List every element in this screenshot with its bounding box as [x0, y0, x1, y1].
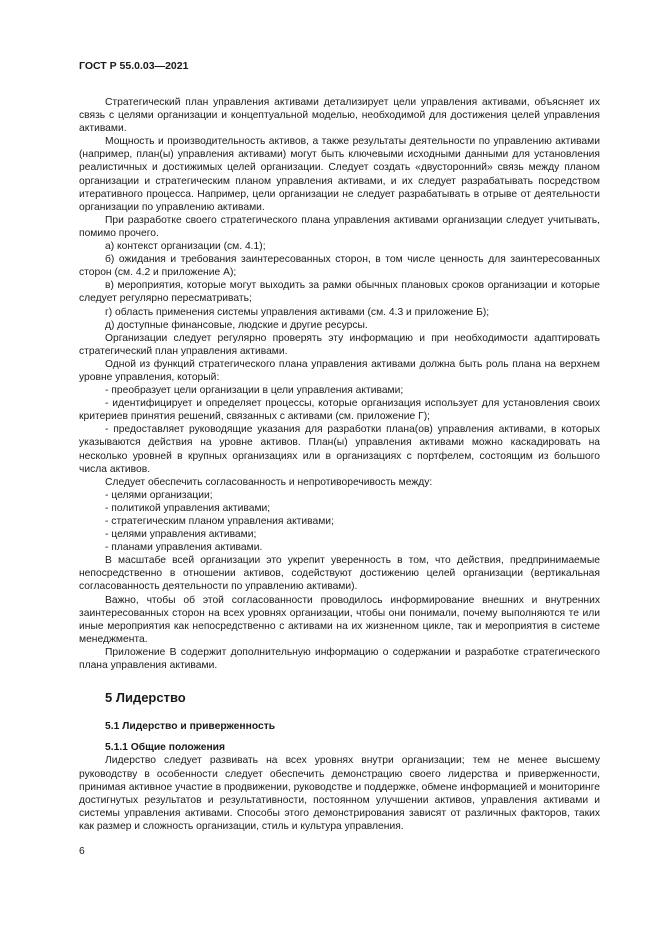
- paragraph: Одной из функций стратегического плана управления активами должна быть роль плана на верхнем уровне управления, который:: [79, 358, 600, 383]
- paragraph: Следует обеспечить согласованность и непротиворечивость между:: [105, 476, 433, 488]
- paragraph: Важно, чтобы об этой согласованности проводилось информирование внешних и внутренних заинтересованных сторон на всех уровнях организации, чтобы они понимали, почему выполняются те или иные мероприятия как непосредственно с активами на их жизненном цикле, так и мероприятия в системе менеджмента.: [79, 594, 600, 645]
- list-item: - предоставляет руководящие указания для разработки плана(ов) управления активами, в которых указываются действия на уровне активов. План(ы) управления активами можно каскадировать на несколько уровней в крупных организациях или в организациях с портфелем, состоящим из большого числа активов.: [79, 424, 600, 475]
- list-item: - целями организации;: [105, 489, 213, 501]
- section-heading: 5 Лидерство: [105, 690, 186, 706]
- list-item: - планами управления активами.: [105, 542, 263, 554]
- list-item: - стратегическим планом управления активами;: [105, 516, 334, 527]
- subsubsection-heading: 5.1.1 Общие положения: [105, 742, 225, 754]
- page-number: 6: [79, 846, 85, 857]
- list-item: г) область применения системы управления активами (см. 4.3 и приложение Б);: [105, 306, 490, 318]
- paragraph: Организации следует регулярно проверять эту информацию и при необходимости адаптировать стратегический план управления активами.: [79, 332, 600, 357]
- document-header: ГОСТ Р 55.0.03—2021: [79, 60, 189, 72]
- list-item: в) мероприятия, которые могут выходить за рамки обычных плановых сроков организации и которые следует регулярно пересматривать;: [79, 280, 600, 305]
- paragraph: Лидерство следует развивать на всех уровнях внутри организации; тем не менее высшему руководству в особенности следует обеспечить демонстрацию своего лидерства и приверженности, принимая активное участие в продвижении, руководстве и поддержке, обмене информацией и мониторинге достигнутых результатов и результативности, постоянном улучшении активов, управления активами и системы управления активами. Способы этого демонстрирования зависят от различных факторов, таких как размер и сложность организации, стиль и культура управления.: [79, 755, 600, 832]
- paragraph: В масштабе всей организации это укрепит уверенность в том, что действия, предпринимаемые непосредственно в отношении активов, содействуют достижению целей организации (вертикальная согласованность деятельности по управлению активами).: [79, 555, 600, 593]
- list-item: - политикой управления активами;: [105, 502, 271, 514]
- paragraph: При разработке своего стратегического плана управления активами организации следует учитывать, помимо прочего.: [79, 214, 600, 239]
- list-item: д) доступные финансовые, людские и другие ресурсы.: [105, 319, 368, 331]
- subsection-heading: 5.1 Лидерство и приверженность: [105, 721, 276, 733]
- paragraph: Приложение В содержит дополнительную информацию о содержании и разработке стратегического плана управления активами.: [79, 646, 600, 672]
- document-body: [79, 96, 600, 833]
- list-item: - идентифицирует и определяет процессы, которые организация использует для установления своих критериев принятия решений, связанных с активами (см. приложение Г);: [79, 398, 600, 423]
- list-item: - преобразует цели организации в цели управления активами;: [105, 385, 404, 397]
- list-item: - целями управления активами;: [105, 529, 257, 541]
- paragraph: Стратегический план управления активами детализирует цели управления активами, объясняет их связь с целями организации и концептуальной моделью, необходимой для достижения целей управления активами.: [79, 97, 600, 135]
- list-item: б) ожидания и требования заинтересованных сторон, в том числе ценность для заинтересованных сторон (см. 4.2 и приложение А);: [79, 254, 600, 279]
- list-item: а) контекст организации (см. 4.1);: [105, 241, 266, 253]
- paragraph: Мощность и производительность активов, а также результаты деятельности по управлению активами (например, план(ы) управления активами) могут быть ключевыми исходными данными для установления реалистичных и достижимых целей организации. Следует создать «двусторонний» связь между планом организации и стратегическим планом управления активами, и их следует разрабатывать посредством итеративного процесса. Например, цели организации не следует разрабатывать в отрыве от деятельности организации по управлению активами.: [79, 136, 600, 213]
